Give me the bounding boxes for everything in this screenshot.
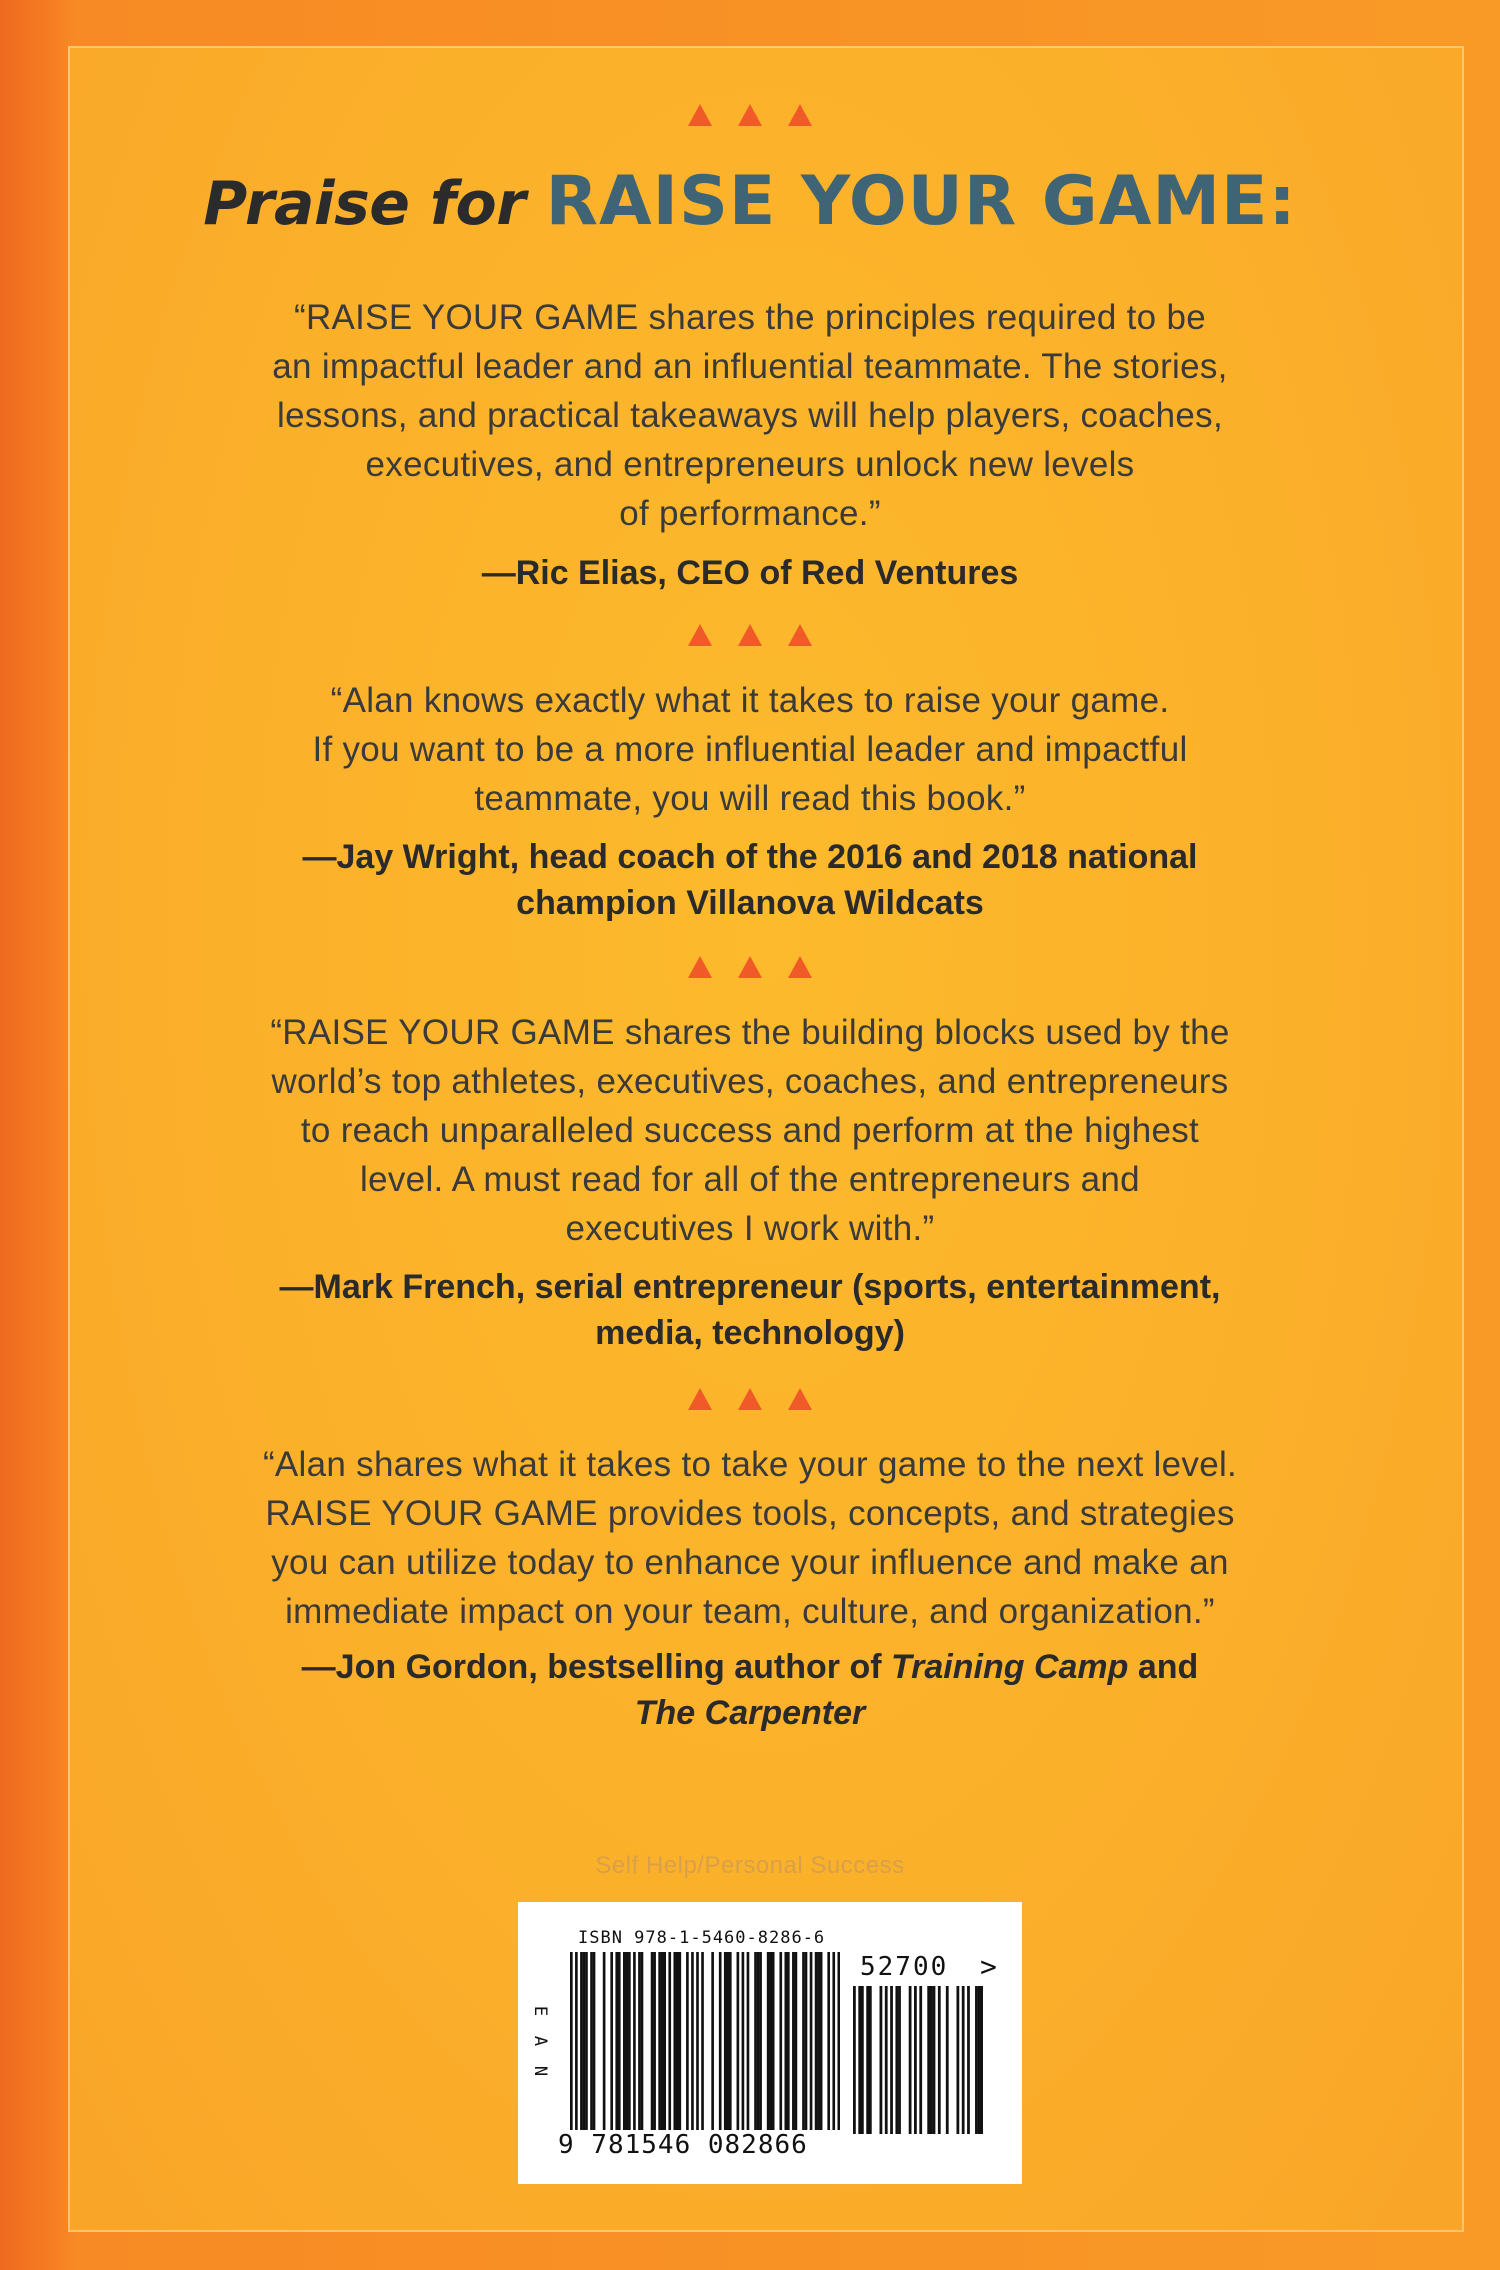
quote-line: RAISE YOUR GAME provides tools, concepts, and strategies <box>265 1494 1235 1533</box>
triangle-icon <box>688 1388 712 1410</box>
quote-line: “Alan knows exactly what it takes to raise your game. <box>330 681 1170 720</box>
barcode-bar <box>726 1952 729 2130</box>
quote-line: lessons, and practical takeaways will help players, coaches, <box>277 396 1223 435</box>
quote-line: world’s top athletes, executives, coaches, and entrepreneurs <box>271 1062 1229 1101</box>
barcode-bar <box>757 1952 760 2130</box>
triangle-icon <box>738 104 762 126</box>
quote-line: of performance.” <box>619 494 881 533</box>
quote-line: “RAISE YOUR GAME shares the principles required to be <box>293 298 1207 337</box>
barcode-label <box>518 1902 1022 2184</box>
attribution-2 <box>150 834 1350 926</box>
triangle-icon <box>688 104 712 126</box>
triangle-icon <box>788 624 812 646</box>
praise-quote-2 <box>150 676 1350 823</box>
praise-quote-3 <box>150 1008 1350 1253</box>
barcode-bar <box>626 1952 629 2130</box>
category-label: Self Help/Personal Success <box>595 1852 905 1879</box>
barcode-bar <box>927 1986 930 2134</box>
quote-line: executives I work with.” <box>565 1209 935 1248</box>
barcode-bar <box>890 1986 893 2134</box>
quote-line: “RAISE YOUR GAME shares the building blocks used by the <box>270 1013 1230 1052</box>
barcode-bar <box>866 1986 869 2134</box>
triangle-icon <box>788 956 812 978</box>
barcode-bar <box>938 1986 941 2134</box>
barcode-bar <box>742 1952 745 2130</box>
barcode-bar <box>729 1952 732 2130</box>
barcode-bar <box>633 1952 636 2130</box>
barcode-bar <box>615 1952 618 2130</box>
quote-line: you can utilize today to enhance your influence and make an <box>271 1543 1229 1582</box>
attribution-text: and <box>1128 1648 1199 1686</box>
page-title <box>0 162 1500 241</box>
barcode-bar <box>676 1952 679 2130</box>
barcode-bar <box>817 1952 820 2130</box>
barcode-bar <box>792 1952 795 2130</box>
barcode-bar <box>580 1952 583 2130</box>
praise-quote-4 <box>150 1440 1350 1636</box>
barcode-bar <box>673 1952 676 2130</box>
barcode-bar <box>590 1952 593 2130</box>
attribution-line <box>150 1644 1350 1690</box>
price-code: 52700 <box>860 1952 949 1982</box>
triangle-icon <box>688 956 712 978</box>
barcode-bar <box>691 1952 694 2130</box>
barcode-bar <box>858 1986 861 2134</box>
ean-letter: E <box>530 2005 550 2017</box>
barcode-bar <box>610 1952 613 2130</box>
barcode-bar <box>658 1952 661 2130</box>
title-lead: Praise for <box>203 169 546 239</box>
triangle-icon <box>788 1388 812 1410</box>
triangle-icon <box>788 104 812 126</box>
barcode-bar <box>810 1952 813 2130</box>
barcode-bar <box>802 1952 805 2130</box>
barcode-bar <box>787 1952 790 2130</box>
barcode-bar <box>628 1952 631 2130</box>
quote-line: executives, and entrepreneurs unlock new levels <box>365 445 1135 484</box>
barcode-bar <box>956 1986 959 2134</box>
barcode-bar <box>711 1952 714 2130</box>
barcode-bar <box>701 1952 704 2130</box>
barcode-bar <box>603 1952 606 2130</box>
barcode-bar <box>686 1952 689 2130</box>
triangle-divider <box>0 1388 1500 1416</box>
barcode-bar <box>895 1986 898 2134</box>
book-title: RAISE YOUR GAME: <box>545 162 1297 241</box>
barcode-bar <box>805 1952 808 2130</box>
attribution-line: champion Villanova Wildcats <box>516 884 984 922</box>
ean-letter: A <box>530 2035 550 2047</box>
barcode-bar <box>668 1952 671 2130</box>
barcode-bar <box>651 1952 654 2130</box>
attribution-line: —Mark French, serial entrepreneur (sports, entertainment, <box>279 1268 1221 1306</box>
barcode-bar <box>570 1952 573 2130</box>
triangle-icon <box>688 624 712 646</box>
barcode-bar <box>885 1986 888 2134</box>
triangle-icon <box>738 1388 762 1410</box>
triangle-icon <box>738 624 762 646</box>
quote-line: an impactful leader and an influential teammate. The stories, <box>272 347 1228 386</box>
barcode-bar <box>575 1952 578 2130</box>
barcode-bar <box>737 1952 740 2130</box>
book-title-training-camp: Training Camp <box>891 1648 1129 1686</box>
barcode-bar <box>724 1952 727 2130</box>
barcode-bar <box>930 1986 933 2134</box>
barcode-bar <box>815 1952 818 2130</box>
barcode-bar <box>975 1986 978 2134</box>
attribution-3 <box>150 1264 1350 1356</box>
attribution-line: —Ric Elias, CEO of Red Ventures <box>481 554 1019 592</box>
attribution-line: media, technology) <box>595 1314 905 1352</box>
attribution-line: —Jay Wright, head coach of the 2016 and 2018 national <box>302 838 1198 876</box>
barcode-bar <box>641 1952 644 2130</box>
barcode-bar <box>933 1986 936 2134</box>
barcode-bar <box>583 1952 586 2130</box>
barcode-bar <box>679 1952 682 2130</box>
barcode-bar <box>980 1986 983 2134</box>
price-arrow: > <box>980 1950 997 1983</box>
book-title-the-carpenter: The Carpenter <box>634 1694 866 1732</box>
barcode-bar <box>767 1952 770 2130</box>
quote-line: If you want to be a more influential leader and impactful <box>312 730 1188 769</box>
barcode-bar <box>754 1952 757 2130</box>
barcode-bar <box>653 1952 656 2130</box>
triangle-divider <box>0 956 1500 984</box>
triangle-divider <box>0 624 1500 652</box>
barcode-bar <box>967 1986 970 2134</box>
barcode-bar <box>795 1952 798 2130</box>
triangle-divider-top <box>0 104 1500 132</box>
barcode-bar <box>623 1952 626 2130</box>
quote-line: “Alan shares what it takes to take your game to the next level. <box>262 1445 1238 1484</box>
barcode-bar <box>696 1952 699 2130</box>
barcode-bars <box>570 1952 840 2130</box>
barcode-bar <box>759 1952 762 2130</box>
barcode-bar <box>880 1986 883 2134</box>
attribution-1 <box>150 550 1350 596</box>
quote-line: teammate, you will read this book.” <box>474 779 1026 818</box>
barcode-bar <box>861 1986 864 2134</box>
barcode-bar <box>898 1986 901 2134</box>
barcode-bar <box>661 1952 664 2130</box>
attribution-4 <box>150 1644 1350 1736</box>
barcode-bar <box>820 1952 823 2130</box>
barcode-bar <box>638 1952 641 2130</box>
barcode-bar <box>747 1952 750 2130</box>
barcode-bar <box>585 1952 588 2130</box>
barcode-bar <box>909 1986 912 2134</box>
barcode-bar <box>769 1952 772 2130</box>
barcode-digits: 9 781546 082866 <box>558 2130 808 2160</box>
triangle-icon <box>738 956 762 978</box>
attribution-text: —Jon Gordon, bestselling author of <box>301 1648 892 1686</box>
isbn-text: ISBN 978-1-5460-8286-6 <box>578 1928 826 1948</box>
barcode-bar <box>827 1952 830 2130</box>
quote-line: immediate impact on your team, culture, and organization.” <box>285 1592 1215 1631</box>
quote-line: level. A must read for all of the entrepreneurs and <box>360 1160 1140 1199</box>
barcode-bar <box>593 1952 596 2130</box>
attribution-line <box>150 1690 1350 1736</box>
addon-barcode-bars <box>853 1986 983 2134</box>
barcode-bar <box>779 1952 782 2130</box>
barcode-bar <box>618 1952 621 2130</box>
praise-quote-1 <box>150 293 1350 538</box>
barcode-bar <box>853 1986 856 2134</box>
barcode-bar <box>837 1952 840 2130</box>
quote-line: to reach unparalleled success and perform at the highest <box>300 1111 1200 1150</box>
barcode-bar <box>914 1986 917 2134</box>
barcode-bar <box>869 1986 872 2134</box>
barcode-bar <box>946 1986 949 2134</box>
ean-label <box>530 1996 550 2086</box>
barcode-bar <box>784 1952 787 2130</box>
barcode-bar <box>832 1952 835 2130</box>
barcode-bar <box>978 1986 981 2134</box>
barcode-bar <box>772 1952 775 2130</box>
barcode-bar <box>663 1952 666 2130</box>
barcode-bar <box>919 1986 922 2134</box>
barcode-bar <box>962 1986 965 2134</box>
barcode-bar <box>719 1952 722 2130</box>
ean-letter: N <box>530 2065 550 2077</box>
